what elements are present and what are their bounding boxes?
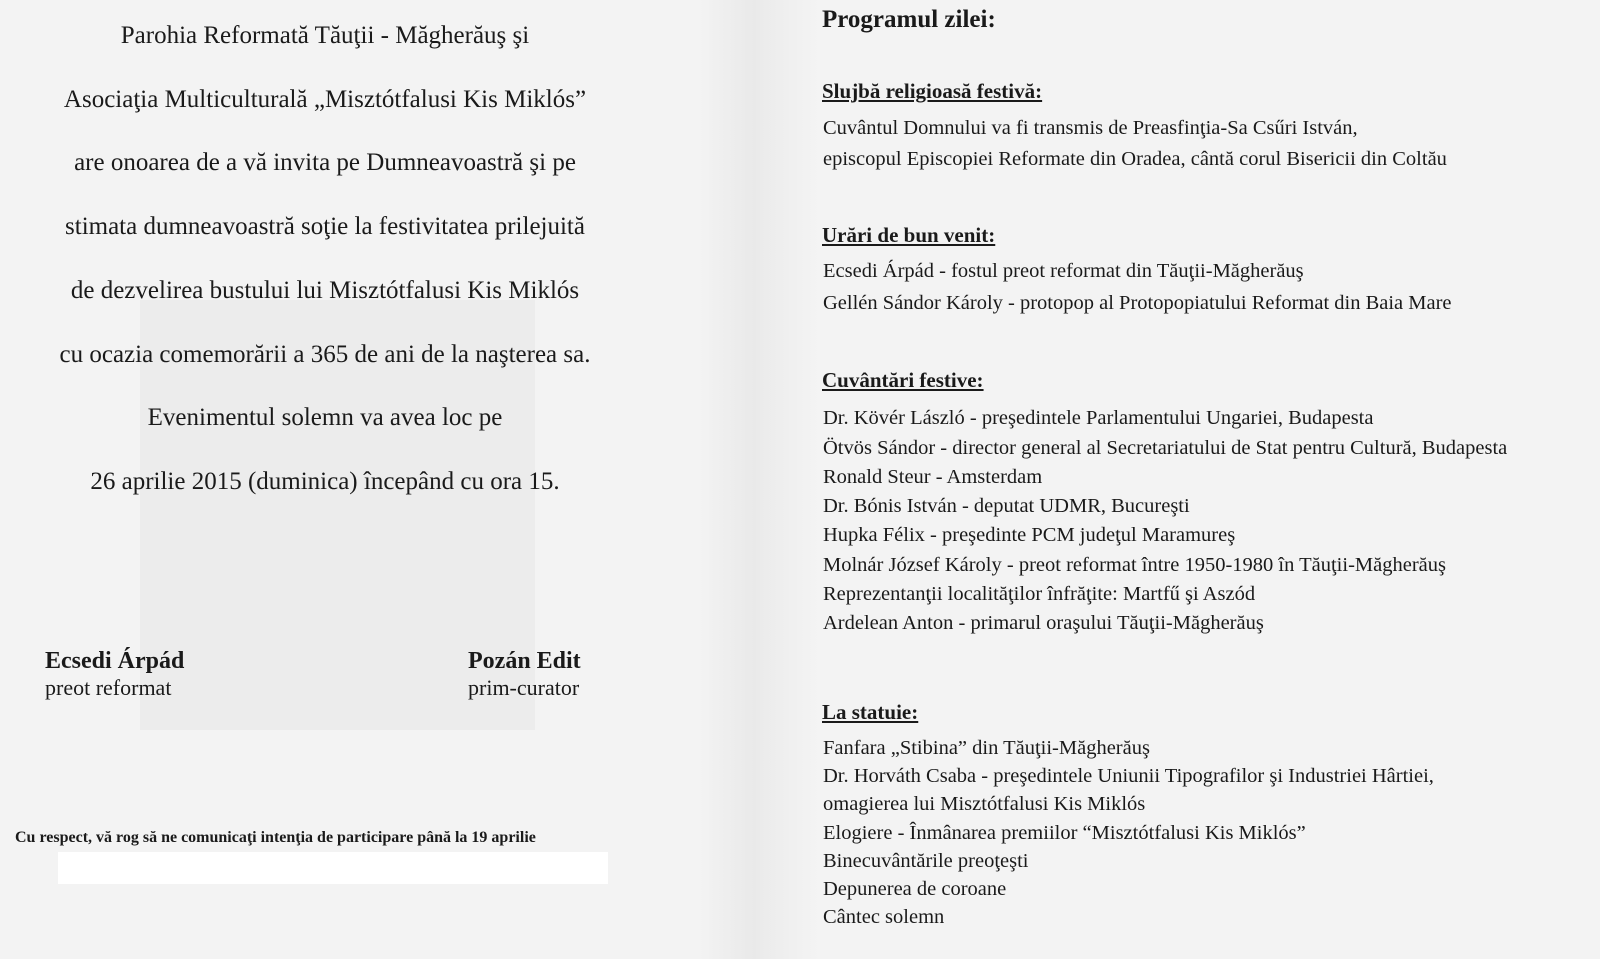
rsvp-note: Cu respect, vă rog să ne comunicaţi intenţia de participare până la 19 aprilie [15, 829, 536, 846]
program-item: Elogiere - Înmânarea premiilor “Misztótfalusi Kis Miklós” [823, 822, 1306, 844]
invitation-line: are onoarea de a vă invita pe Dumneavoastră şi pe [74, 149, 576, 176]
program-item: Dr. Horváth Csaba - preşedintele Uniunii Tipografilor şi Industriei Hârtiei, [823, 765, 1434, 787]
program-item: omagierea lui Misztótfalusi Kis Miklós [823, 793, 1146, 815]
section-heading: La statuie: [822, 700, 919, 724]
redacted-area [58, 852, 608, 884]
section-heading: Urări de bun venit: [822, 223, 996, 247]
page-fold [700, 0, 820, 959]
signatory-2 [468, 648, 581, 701]
program-item: Ecsedi Árpád - fostul preot reformat din Tăuţii-Măgherăuş [823, 260, 1304, 282]
invitation-line: 26 aprilie 2015 (duminica) începând cu ora 15. [90, 468, 560, 495]
program-item: Dr. Bónis István - deputat UDMR, Bucureşti [823, 495, 1190, 517]
program-item: Ardelean Anton - primarul oraşului Tăuţii-Măgherăuş [823, 612, 1264, 634]
invitation-line: de dezvelirea bustului lui Misztótfalusi Kis Miklós [70, 277, 580, 304]
program-item: Cuvântul Domnului va fi transmis de Preasfinţia-Sa Csűri István, [823, 117, 1358, 139]
program-item: Ronald Steur - Amsterdam [823, 466, 1043, 488]
signatory-role: prim-curator [468, 675, 580, 700]
program-item: Gellén Sándor Károly - protopop al Protopopiatului Reformat din Baia Mare [823, 292, 1452, 314]
program-item: Fanfara „Stibina” din Tăuţii-Măgherăuş [823, 737, 1150, 759]
invitation-line: stimata dumneavoastră soţie la festivitatea prilejuită [65, 213, 585, 240]
program-title: Programul zilei: [822, 6, 996, 33]
signatory-role: preot reformat [45, 675, 172, 700]
program-item: episcopul Episcopiei Reformate din Oradea, cântă corul Bisericii din Coltău [823, 148, 1447, 170]
signatory-name: Pozán Edit [468, 648, 581, 674]
program-item: Cântec solemn [823, 906, 945, 928]
invitation-line: cu ocazia comemorării a 365 de ani de la naşterea sa. [59, 341, 591, 368]
invitation-line: Asociaţia Multiculturală „Misztótfalusi Kis Miklós” [63, 86, 587, 113]
signatory-name: Ecsedi Árpád [45, 648, 185, 674]
program-item: Hupka Félix - preşedinte PCM judeţul Maramureş [823, 524, 1236, 546]
program-item: Molnár József Károly - preot reformat între 1950-1980 în Tăuţii-Măgherăuş [823, 554, 1446, 576]
signatory-1 [45, 648, 184, 701]
invitation-line: Evenimentul solemn va avea loc pe [147, 404, 503, 431]
program-item: Binecuvântările preoţeşti [823, 850, 1029, 872]
program-item: Ötvös Sándor - director general al Secretariatului de Stat pentru Cultură, Budapesta [823, 437, 1508, 459]
program-item: Reprezentanţii localităţilor înfrăţite: Martfű şi Aszód [823, 583, 1256, 605]
section-heading: Slujbă religioasă festivă: [822, 79, 1043, 103]
invitation-line: Parohia Reformată Tăuţii - Măgherăuş şi [120, 22, 530, 49]
program-item: Depunerea de coroane [823, 878, 1007, 900]
program-item: Dr. Kövér László - preşedintele Parlamentului Ungariei, Budapesta [823, 407, 1374, 429]
section-heading: Cuvântări festive: [822, 368, 984, 392]
